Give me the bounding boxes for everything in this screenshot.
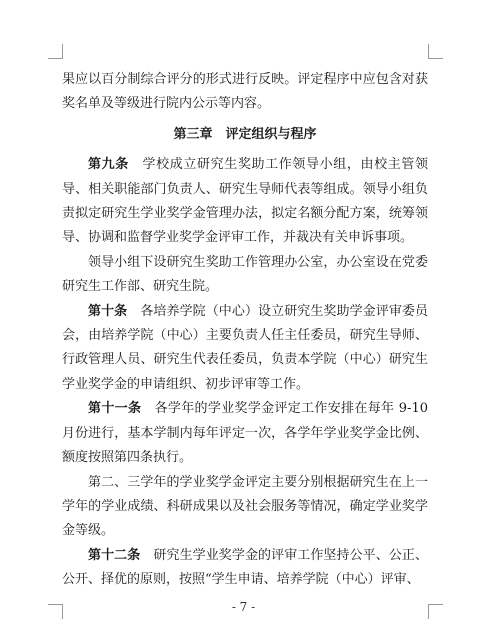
- paragraph-second-third-year: 第二、三学年的学业奖学金评定主要分别根据研究生在上一学年的学业成绩、科研成果以及社会服务等情况，确定学业奖学金等级。: [62, 474, 428, 539]
- article-9: [62, 153, 428, 251]
- document-body: [62, 68, 428, 593]
- article-9-body: 学校成立研究生奖助工作领导小组，由校主管领导、相关职能部门负责人、研究生导师代表等组成。领导小组负责拟定研究生学业奖学金管理办法，拟定名额分配方案，统筹领导、协调和监督学业奖学金评审工作，并裁决有关申诉事项。: [62, 157, 428, 246]
- article-10-label: 第十条: [88, 303, 128, 319]
- article-12-label: 第十二条: [88, 547, 141, 563]
- article-11: [62, 397, 428, 470]
- article-10: [62, 300, 428, 398]
- article-11-label: 第十一条: [88, 401, 142, 417]
- paragraph-continued: 果应以百分制综合评分的形式进行反映。评定程序中应包含对获奖名单及等级进行院内公示等内容。: [62, 72, 428, 112]
- page-number: - 7 -: [231, 600, 256, 614]
- article-12-body: 研究生学业奖学金的评审工作坚持公平、公正、公开、择优的原则，按照“学生申请、培养学院（中心）评审、: [62, 547, 428, 588]
- chapter-heading: 第三章 评定组织与程序: [173, 126, 317, 142]
- article-12: [62, 544, 428, 593]
- crop-mark-top-left: [48, 44, 63, 59]
- paragraph-office: 领导小组下设研究生奖助工作管理办公室，办公室设在党委研究生工作部、研究生院。: [62, 254, 428, 295]
- article-9-label: 第九条: [88, 157, 129, 173]
- article-11-body: 各学年的学业奖学金评定工作安排在每年 9-10 月份进行，基本学制内每年评定一次，各学年学业奖学金比例、额度按照第四条执行。: [62, 401, 428, 466]
- crop-mark-top-right: [428, 44, 443, 59]
- article-10-body: 各培养学院（中心）设立研究生奖助学金评审委员会，由培养学院（中心）主要负责人任主任委员，研究生导师、行政管理人员、研究生代表任委员，负责本学院（中心）研究生学业奖学金的申请组织、初步评审等工作。: [62, 303, 428, 392]
